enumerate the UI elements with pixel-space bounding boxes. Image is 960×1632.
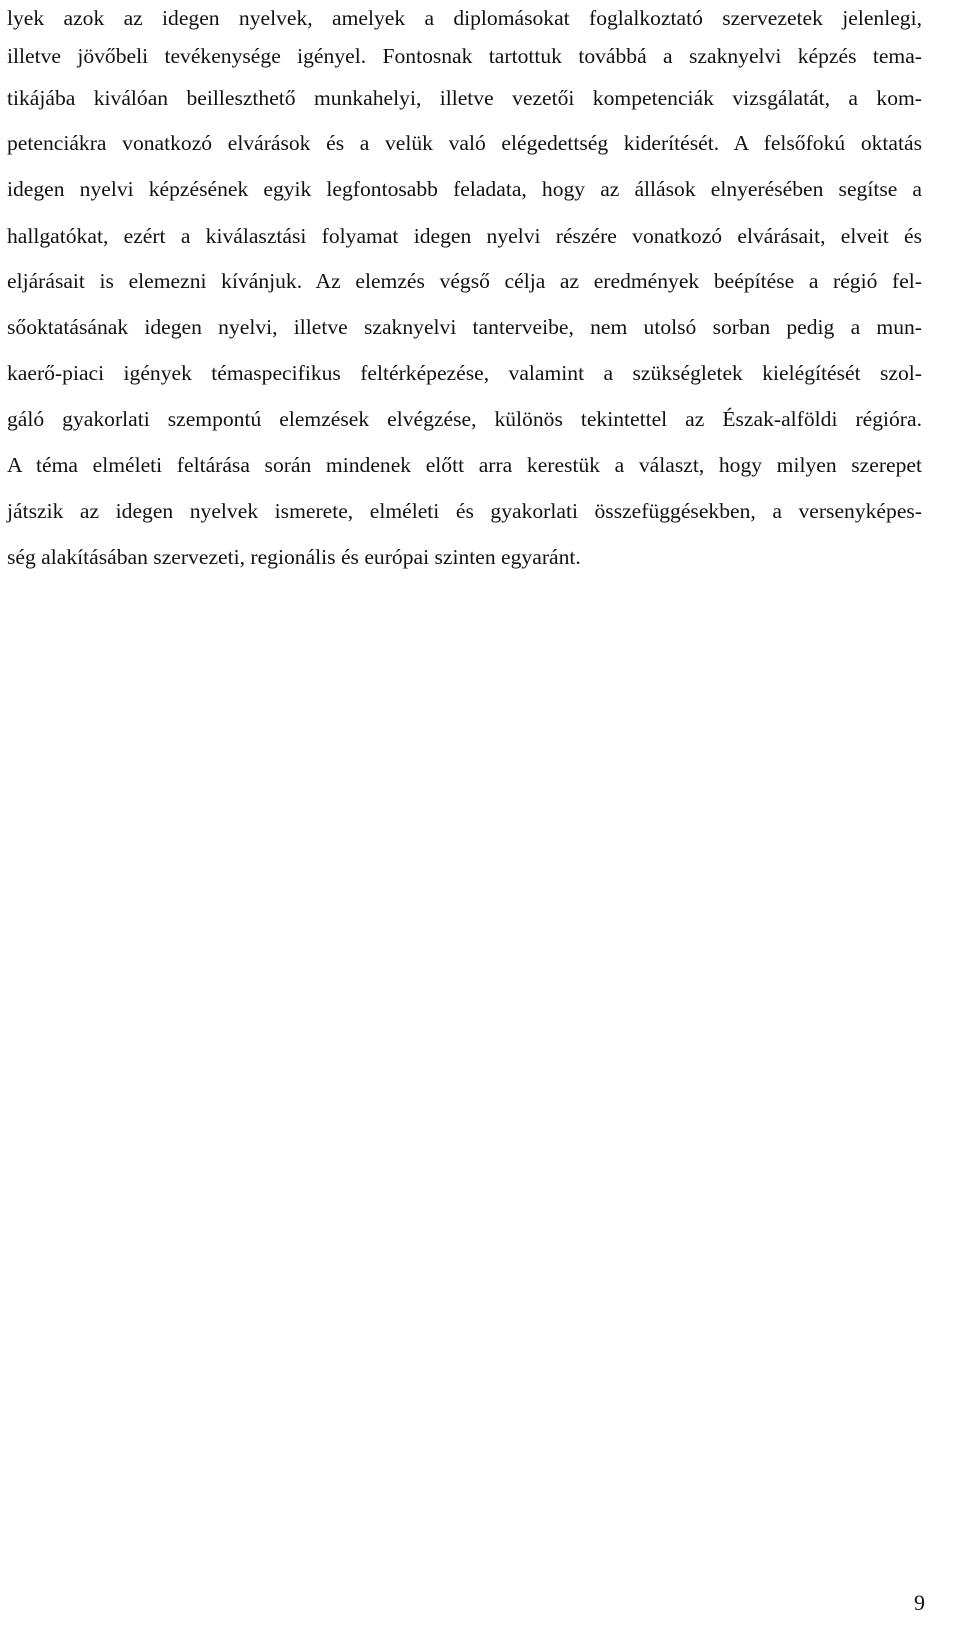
text-line: gáló gyakorlati szempontú elemzések elvégzése, különös tekintettel az Észak-alföldi régióra. <box>7 407 922 431</box>
text-line: játszik az idegen nyelvek ismerete, elméleti és gyakorlati összefüggésekben, a versenyképes- <box>7 499 922 523</box>
text-line: eljárásait is elemezni kívánjuk. Az elemzés végső célja az eredmények beépítése a régió fel- <box>7 269 922 293</box>
text-line: petenciákra vonatkozó elvárások és a velük való elégedettség kiderítését. A felsőfokú oktatás <box>7 131 922 155</box>
text-line: kaerő-piaci igények témaspecifikus feltérképezése, valamint a szükségletek kielégítését szol- <box>7 361 922 385</box>
text-line: ség alakításában szervezeti, regionális és európai szinten egyaránt. <box>7 545 581 569</box>
text-line: idegen nyelvi képzésének egyik legfontosabb feladata, hogy az állások elnyerésében segítse a <box>7 177 922 201</box>
page-number: 9 <box>914 1590 925 1615</box>
text-line: hallgatókat, ezért a kiválasztási folyamat idegen nyelvi részére vonatkozó elvárásait, elveit és <box>7 224 922 248</box>
text-line: sőoktatásának idegen nyelvi, illetve szaknyelvi tanterveibe, nem utolsó sorban pedig a mun- <box>7 315 922 339</box>
text-line: tikájába kiválóan beilleszthető munkahelyi, illetve vezetői kompetenciák vizsgálatát, a kom- <box>7 86 922 110</box>
text-line: A téma elméleti feltárása során mindenek előtt arra kerestük a választ, hogy milyen szerepet <box>7 453 922 477</box>
text-line: lyek azok az idegen nyelvek, amelyek a diplomásokat foglalkoztató szervezetek jelenlegi, <box>7 6 922 30</box>
text-line: illetve jövőbeli tevékenysége igényel. Fontosnak tartottuk továbbá a szaknyelvi képzés tema- <box>7 44 922 68</box>
